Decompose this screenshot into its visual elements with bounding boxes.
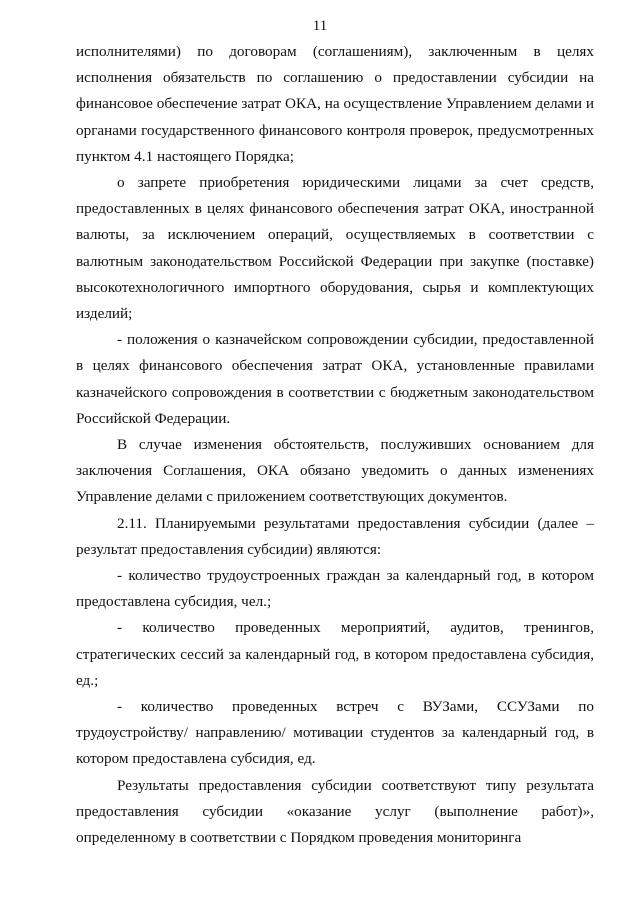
list-item-university-meetings: - количество проведенных встреч с ВУЗами, ССУЗами по трудоустройству/ направлению/ мотивации студентов за календарный год, в котором предоставлена субсидия, ед. xyxy=(76,698,594,768)
paragraph-change-notification: В случае изменения обстоятельств, послуживших основанием для заключения Соглашения, ОКА обязано уведомить о данных изменениях Управление делами с приложением соответствующих документов. xyxy=(76,436,594,506)
list-item-events-count: - количество проведенных мероприятий, аудитов, тренингов, стратегических сессий за календарный год, в котором предоставлена субсидия, ед.; xyxy=(76,619,594,689)
paragraph-treasury-support: - положения о казначейском сопровождении субсидии, предоставленной в целях финансового обеспечения затрат ОКА, установленные правилами казначейского сопровождения в соответствии с бюджетным законодательством Российской Федерации. xyxy=(76,331,594,427)
page-number: 11 xyxy=(312,18,328,34)
list-item-employed-citizens: - количество трудоустроенных граждан за календарный год, в котором предоставлена субсидия, чел.; xyxy=(76,567,594,611)
document-body xyxy=(76,39,594,851)
paragraph-section-2-11: 2.11. Планируемыми результатами предоставления субсидии (далее – результат предоставления субсидии) являются: xyxy=(76,514,594,558)
paragraph-foreign-currency-ban: о запрете приобретения юридическими лицами за счет средств, предоставленных в целях финансового обеспечения затрат ОКА, иностранной валюты, за исключением операций, осуществляемых в соответствии с валютным законодательством Российской Федерации при закупке (поставке) высокотехнологичного импортного оборудования, сырья и комплектующих изделий; xyxy=(76,174,594,323)
paragraph-executors-continuation: исполнителями) по договорам (соглашениям), заключенным в целях исполнения обязательств по соглашению о предоставлении субсидии на финансовое обеспечение затрат ОКА, на осуществление Управлением делами и органами государственного финансового контроля проверок, предусмотренных пунктом 4.1 настоящего Порядка; xyxy=(76,43,594,165)
paragraph-result-type: Результаты предоставления субсидии соответствуют типу результата предоставления субсидии «оказание услуг (выполнение работ)», определенному в соответствии с Порядком проведения мониторинга xyxy=(76,776,594,847)
